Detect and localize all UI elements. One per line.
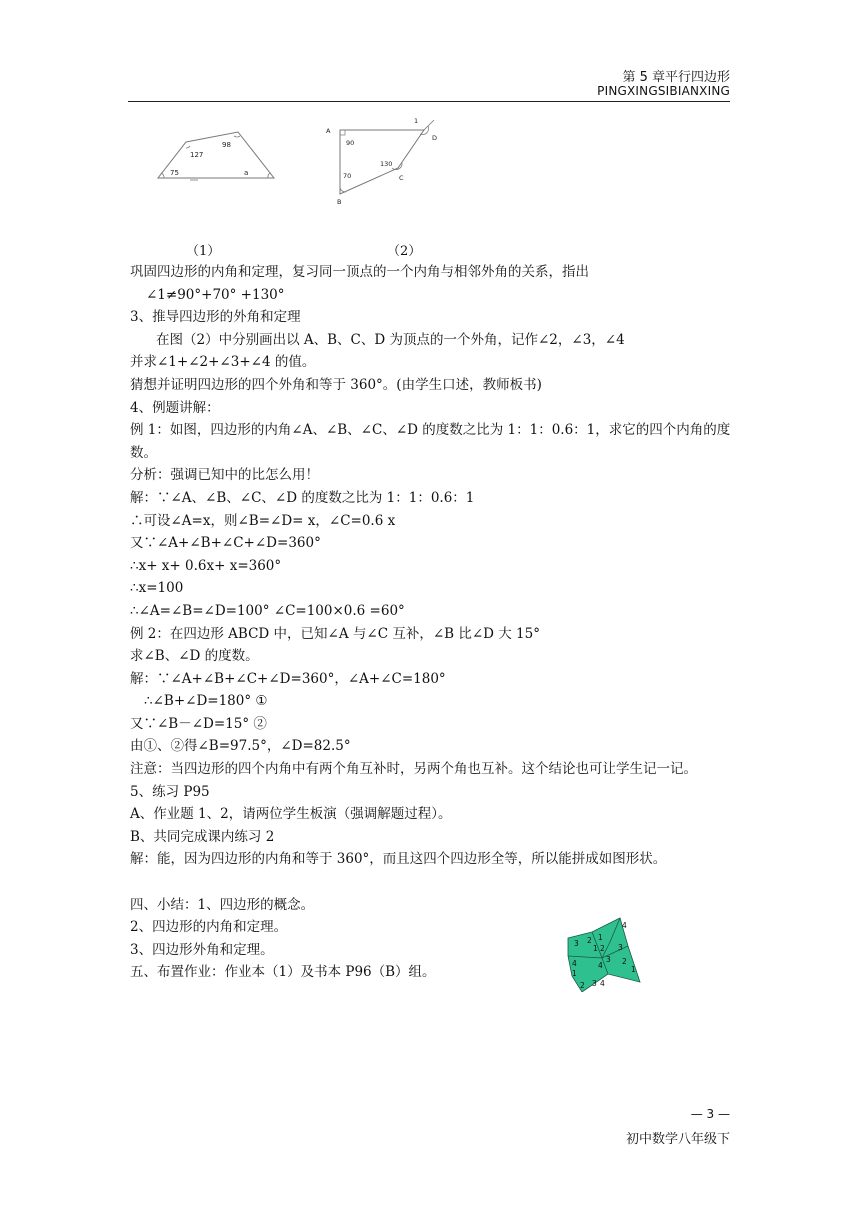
note-paragraph: 注意：当四边形的四个内角中有两个角互补时，另两个角也互补。这个结论也可让学生记一记。: [130, 761, 697, 778]
text-line: 2、四边形的内角和定理。: [130, 919, 288, 936]
blank-line: [130, 871, 740, 894]
page-number: — 3 —: [690, 1107, 730, 1121]
homework-line: 五、布置作业：作业本（1）及书本 P96（B）组。: [130, 964, 436, 981]
puzzle-label: 2: [600, 944, 605, 953]
text-line: 分析：强调已知中的比怎么用！: [130, 467, 319, 484]
fig1-label: 98: [222, 141, 231, 149]
text-line: 巩固四边形的内角和定理，复习同一顶点的一个内角与相邻外角的关系，指出: [130, 264, 589, 280]
text-line: B、共同完成课内练习 2: [130, 828, 275, 845]
fig2-label: 70: [343, 172, 352, 180]
footer-book-title: 初中数学八年级下: [625, 1132, 730, 1147]
section-heading: 5、练习 P95: [130, 783, 210, 800]
text-line: 又∵∠B－∠D=15° ②: [130, 715, 267, 732]
text-line: 由①、②得∠B=97.5°，∠D=82.5°: [130, 738, 351, 755]
fig1-label: a: [244, 169, 249, 177]
summary-heading: 四、小结：1、四边形的概念。: [130, 896, 315, 913]
fig2-label: 90: [346, 139, 355, 147]
header-pinyin: PINGXINGSIBIANXING: [597, 84, 730, 98]
puzzle-label: 3: [592, 979, 597, 988]
fig2-vertex-label: D: [432, 134, 438, 142]
example-2-statement: 例 2：在四边形 ABCD 中，已知∠A 与∠C 互补，∠B 比∠D 大 15°: [130, 625, 540, 642]
fig2-vertex-label: B: [337, 198, 342, 206]
text-line: 猜想并证明四边形的四个外角和等于 360°。(由学生口述，教师板书): [130, 376, 542, 393]
puzzle-label: 2: [580, 981, 585, 990]
fig2-vertex-label: C: [399, 174, 404, 182]
quadrilateral-figure-2: [322, 116, 444, 208]
fig2-vertex-label: A: [326, 127, 331, 135]
fig1-label: 127: [190, 151, 204, 159]
text-line: ∴可设∠A=x，则∠B=∠D= x，∠C=0.6 x: [130, 512, 396, 529]
fig1-label: 75: [170, 169, 179, 177]
section-heading: 3、推导四边形的外角和定理: [130, 309, 301, 326]
puzzle-label: 2: [622, 957, 627, 966]
figure-caption-1: （1）: [186, 244, 221, 259]
text-line: 3、四边形外角和定理。: [130, 941, 274, 958]
text-line: ∴∠A=∠B=∠D=100° ∠C=100×0.6 =60°: [130, 602, 405, 619]
text-line: 解：∵∠A+∠B+∠C+∠D=360°，∠A+∠C=180°: [130, 670, 446, 687]
text-line: 求∠B、∠D 的度数。: [130, 648, 259, 665]
header-rule: [128, 101, 730, 102]
puzzle-label: 1: [593, 944, 598, 953]
text-line: 解：能，因为四边形的内角和等于 360°，而且这四个四边形全等，所以能拼成如图形状。: [130, 851, 667, 868]
puzzle-label: 3: [618, 943, 623, 952]
section-heading: 4、例题讲解：: [130, 399, 220, 416]
text-line: ∠1≠90°+70° +130°: [146, 286, 285, 303]
figure-caption-2: （2）: [387, 244, 422, 259]
puzzle-label: 3: [606, 955, 611, 964]
puzzle-label: 4: [572, 959, 577, 968]
quadrilateral-figure-1: [152, 126, 284, 188]
puzzle-label: 4: [622, 921, 627, 930]
lesson-body: [130, 261, 740, 984]
text-line: ∴x+ x+ 0.6x+ x=360°: [130, 557, 282, 574]
puzzle-label: 1: [572, 969, 577, 978]
example-1-statement: 例 1：如图，四边形的内角∠A、∠B、∠C、∠D 的度数之比为 1：1：0.6：1，求它的四个内角的度数。: [130, 422, 731, 461]
text-line: ∴x=100: [130, 580, 184, 597]
fig2-label: 130: [380, 160, 393, 168]
puzzle-label: 1: [631, 965, 636, 974]
puzzle-label: 4: [600, 979, 605, 988]
text-line: ∴∠B+∠D=180° ①: [144, 693, 268, 710]
puzzle-label: 3: [574, 939, 579, 948]
header-chapter: 第 5 章平行四边形: [622, 70, 730, 85]
puzzle-label: 4: [598, 961, 603, 970]
text-line: 并求∠1+∠2+∠3+∠4 的值。: [130, 354, 316, 371]
fig2-label: 1: [414, 117, 419, 125]
puzzle-label: 2: [587, 936, 592, 945]
text-line: A、作业题 1、2，请两位学生板演（强调解题过程）。: [130, 806, 452, 823]
quadrilateral-tiling-figure: [560, 916, 642, 992]
puzzle-label: 1: [598, 933, 603, 942]
text-line: 解：∵∠A、∠B、∠C、∠D 的度数之比为 1：1：0.6：1: [130, 489, 475, 506]
text-line: 在图（2）中分别画出以 A、B、C、D 为顶点的一个外角，记作∠2，∠3，∠4: [156, 331, 625, 348]
text-line: 又∵∠A+∠B+∠C+∠D=360°: [130, 535, 321, 552]
